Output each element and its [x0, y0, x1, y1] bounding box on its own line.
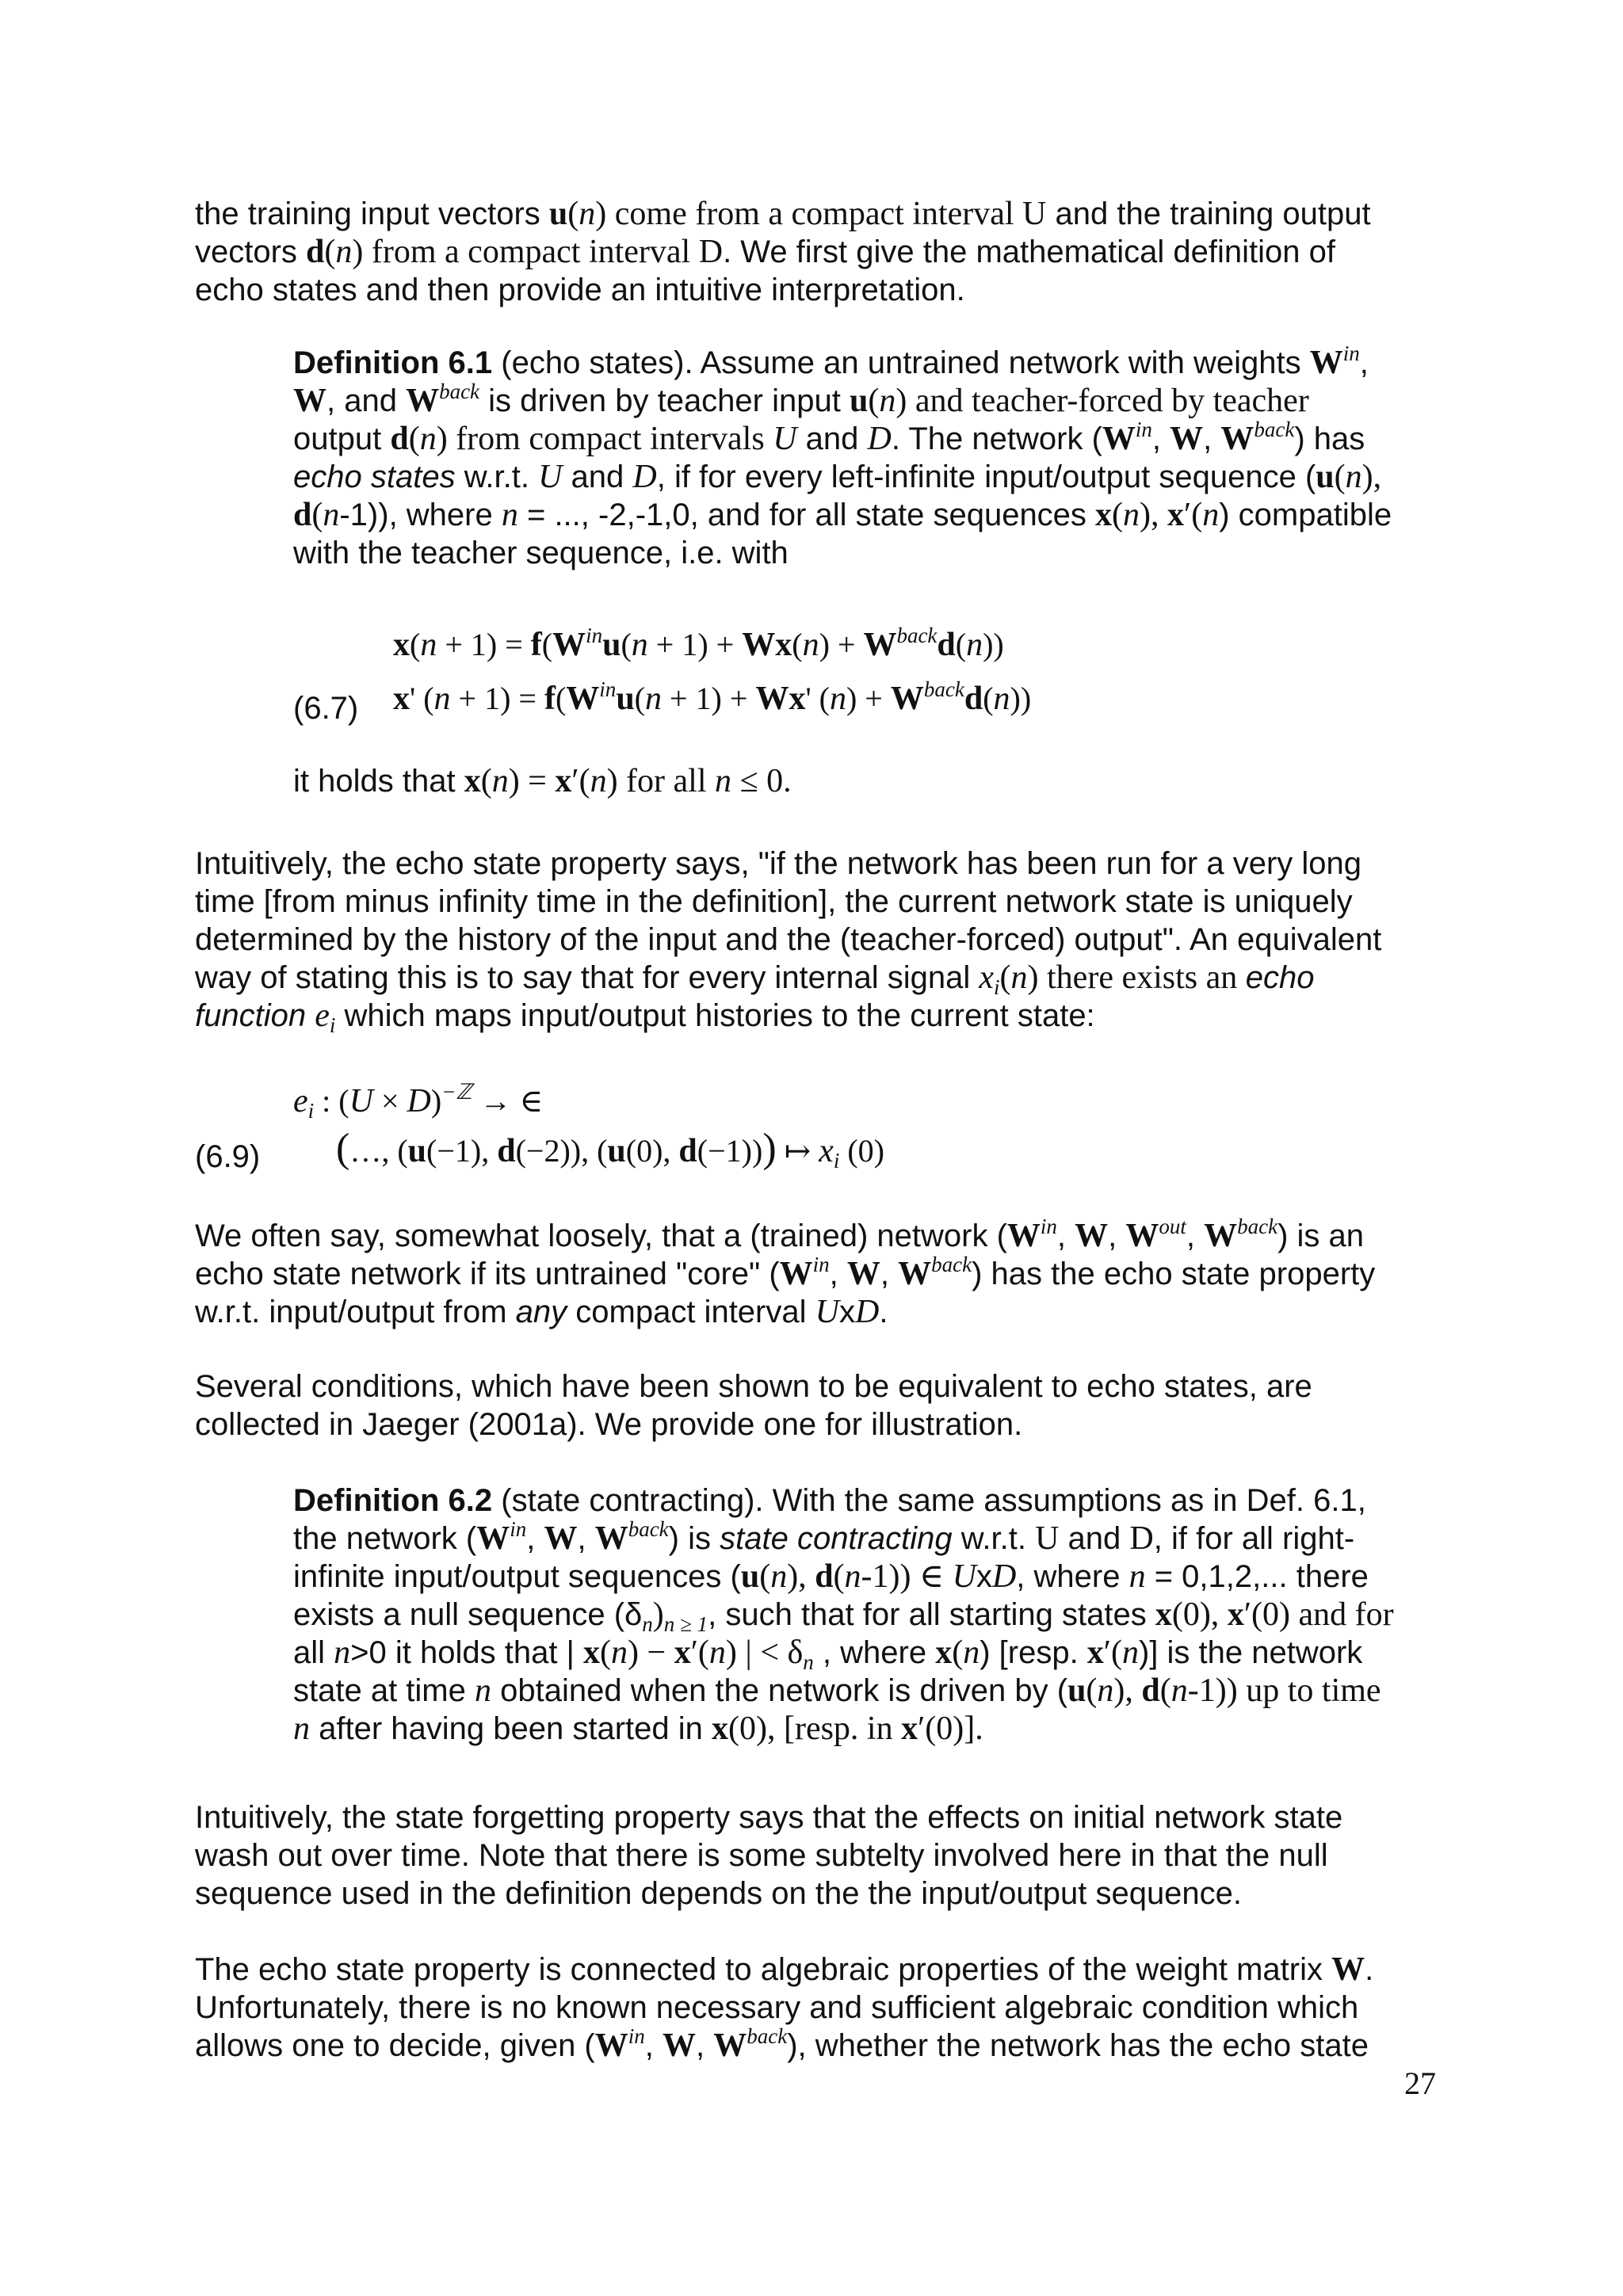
- definition-6-2: [293, 1482, 1447, 1748]
- text-line: the network ($W^{in}$, W, $W^{back}$) is state contracting w.r.t. U and D, if for all right-: [293, 1517, 1355, 1557]
- text-line: output d(n) from compact intervals U and D. The network ($W^{in}$, W, $W^{back}$) has: [293, 418, 1365, 457]
- definition-heading: Definition 6.1: [293, 345, 493, 380]
- text-line: We often say, somewhat loosely, that a (trained) network ($W^{in}$, W, $W^{out}$, $W^{back}$) is an: [195, 1215, 1365, 1254]
- page-number: 27: [1404, 2065, 1436, 2101]
- text-line: wash out over time. Note that there is some subtelty involved here in that the null: [195, 1838, 1328, 1873]
- text-line: echo state network if its untrained "core" ($W^{in}$, W, $W^{back}$) has the echo state property: [195, 1253, 1376, 1292]
- text-line: function $e_i$ which maps input/output histories to the current state:: [195, 997, 1095, 1037]
- equation-6-7-row-2: x' $(n + 1) = f(W^{in}u(n + 1) + Wx'$ $(n) + W^{back}d(n)$): [393, 677, 1032, 717]
- text-line: Intuitively, the state forgetting property says that the effects on initial network state: [195, 1800, 1343, 1835]
- text-line: Unfortunately, there is no known necessary and sufficient algebraic condition which: [195, 1990, 1359, 2025]
- text-line: all n>0 it holds that | x(n) − x′(n) | < $\delta_n$ , where x(n) [resp. x′(n)] is the network: [293, 1634, 1363, 1674]
- text-line: w.r.t. input/output from any compact interval UxD.: [195, 1294, 888, 1330]
- equation-6-7-row-1: $x(n + 1) = f(W^{in}u(n + 1) + Wx(n) + W^{back}d(n))$: [393, 624, 1004, 663]
- equation-label: (6.9): [195, 1139, 261, 1174]
- text-line: the training input vectors u(n) come from a compact interval U and the training output: [195, 196, 1371, 232]
- text-line: time [from minus infinity time in the definition], the current network state is uniquely: [195, 884, 1353, 919]
- paragraph-conditions: [195, 1367, 1447, 1444]
- text-line: W, and $W^{back}$ is driven by teacher input u(n) and teacher-forced by teacher: [293, 379, 1309, 419]
- text-line: echo states and then provide an intuitive interpretation.: [195, 273, 965, 307]
- paragraph-algebraic: [195, 1951, 1447, 2065]
- text-line: Definition 6.2 (state contracting). With the same assumptions as in Def. 6.1,: [293, 1483, 1366, 1518]
- text-line: with the teacher sequence, i.e. with: [293, 536, 789, 570]
- equation-6-9-row-1: $e_i$ : $(U \times D)^{-ℤ}$ → ∈: [293, 1080, 544, 1123]
- text-line: collected in Jaeger (2001a). We provide one for illustration.: [195, 1407, 1023, 1442]
- text-line: echo states w.r.t. U and D, if for every left-infinite input/output sequence (u(n),: [293, 459, 1382, 495]
- text-line: it holds that x(n) = x′(n) for all n ≤ 0.: [293, 763, 792, 799]
- text-line: state at time n obtained when the network is driven by (u(n), d(n-1)) up to time: [293, 1672, 1381, 1709]
- text-line: infinite input/output sequences (u(n), d(n-1)) ∈ UxD, where n = 0,1,2,... there: [293, 1558, 1369, 1595]
- text-line: Definition 6.1 (echo states). Assume an untrained network with weights $W^{in}$,: [293, 341, 1369, 381]
- equation-6-9-row-2: (…, (u(−1), d(−2)), (u(0), d(−1))) ↦ $x_i$ (0): [336, 1126, 884, 1173]
- text-line: determined by the history of the input and the (teacher-forced) output". An equivalent: [195, 922, 1382, 957]
- paragraph-intuition: [195, 845, 1447, 1035]
- definition-heading: Definition 6.2: [293, 1483, 493, 1518]
- text-line: allows one to decide, given ($W^{in}$, W, $W^{back}$), whether the network has the echo state: [195, 2024, 1369, 2064]
- text-line: way of stating this is to say that for every internal signal $x_i(n)$ there exists an echo: [195, 959, 1315, 999]
- paragraph-forgetting: [195, 1798, 1447, 1913]
- text-line: Several conditions, which have been shown to be equivalent to echo states, are: [195, 1369, 1312, 1404]
- text-line: sequence used in the definition depends on the the input/output sequence.: [195, 1876, 1243, 1911]
- text-line: The echo state property is connected to algebraic properties of the weight matrix W.: [195, 1951, 1374, 1988]
- definition-conclusion: [293, 762, 1447, 800]
- paragraph-intro: [195, 195, 1447, 309]
- text-line: exists a null sequence $(\delta_n)_{n \ge 1}$, such that for all starting states x(0), x′(0) and for: [293, 1596, 1394, 1636]
- definition-6-1: [293, 341, 1447, 572]
- text-line: d(n-1)), where n = ..., -2,-1,0, and for all state sequences x(n), x′(n) compatible: [293, 497, 1392, 533]
- text-line: Intuitively, the echo state property says, "if the network has been run for a very long: [195, 846, 1362, 881]
- paragraph-esn-definition: [195, 1217, 1447, 1331]
- text-line: vectors d(n) from a compact interval D. We first give the mathematical definition of: [195, 234, 1336, 270]
- text-line: n after having been started in x(0), [resp. in x′(0)].: [293, 1711, 983, 1747]
- equation-label: (6.7): [293, 691, 359, 726]
